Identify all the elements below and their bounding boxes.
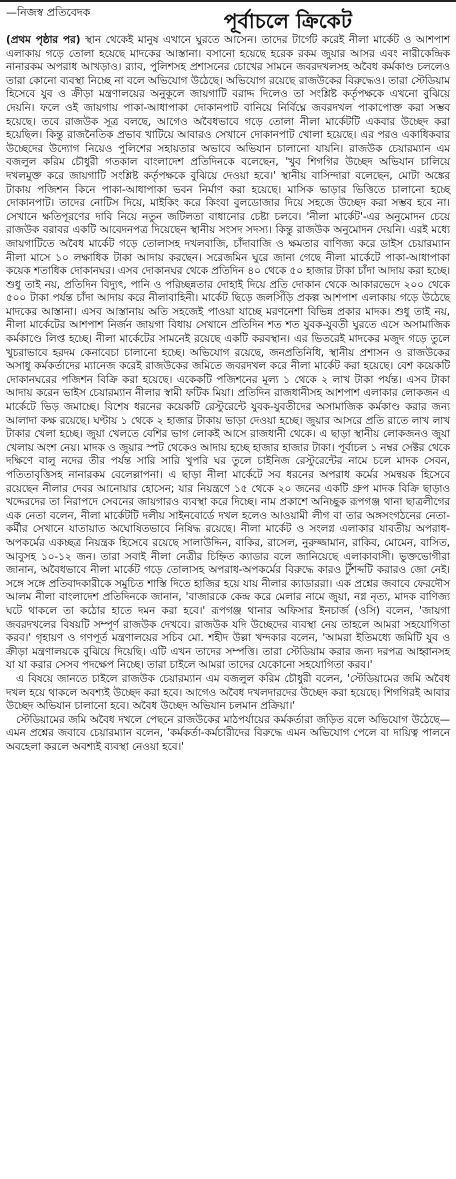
- top-divider: [0, 0, 456, 2]
- article-body: [6, 34, 450, 754]
- byline: —নিজস্ব প্রতিবেদক: [6, 6, 91, 19]
- paragraph-3: স্টেডিয়ামের জমি অবৈধ দখলে পেছনে রাজউকের মাঠপর্যায়ের কর্মকর্তারা জড়িত বলে অভিযোগ উঠেছে— এমন প্রশ্নের জবাবে চেয়ারম্যান বলেন, 'কর্মকর্তা-কর্মচারীদের বিরুদ্ধে এমন অভিযোগ পেলে বা দায়িত্ব পালনে অবহেলা করলে অবশ্যই ব্যবস্থা নেওয়া হবে।': [6, 713, 450, 753]
- headline: পূর্বাচলে ক্রিকেট: [223, 9, 353, 33]
- article-header: [6, 4, 450, 34]
- continuation-tag: (প্রথম পৃষ্ঠার পর): [6, 34, 81, 46]
- paragraph-1-text: স্থান থেকেই মানুষ এখানে ঘুরতে আসেন। তাদের টার্গেট করেই নীলা মার্কেট ও আশপাশ এলাকায় গড়ে তোলা হয়েছে মাদকের আস্তানা। বসানো হয়েছে হরেক রকম জুয়ার আসর এবং নারীকেন্দ্রিক নানারকম অপরাধ আখড়াও। র‍্যাব, পুলিশসহ প্রশাসনের চোখের সামনে জবরদখলসহ অবৈধ কর্মকাণ্ড চললেও তারা কোনো ব্যবস্থা নিচ্ছে না বলে অভিযোগ উঠেছে। অভিযোগ রয়েছে রাজউকের বিরুদ্ধেও। তারা স্টেডিয়াম হিসেবে যুব ও ক্রীড়া মন্ত্রণালয়ের অনুকূলে জায়গাটি বরাদ্দ দিলেও তা সংশ্লিষ্ট কর্তৃপক্ষকে এখনো বুঝিয়ে দেয়নি। ফলে ওই জায়গায় পাকা-আধাপাকা দোকানপাট বানিয়ে নির্বিঘ্নে জবরদখল পাকাপোক্ত করা সম্ভব হয়েছে। তবে রাজউক সূত্র বলছে, আগেও অবৈধভাবে গড়ে তোলা নীলা মার্কেটটি একবার উচ্ছেদ করা হয়েছিল। কিন্তু রাজনৈতিক প্রভাব খাটিয়ে আবারও সেখানে দোকানপাট খোলা হয়েছে। এর পরও একাধিকবার উচ্ছেদের উদ্যোগ নিয়েও পুলিশের সহায়তার অভাবে অভিযান চালানো যায়নি। রাজউক চেয়ারম্যান এম বজলুল করিম চৌধুরী গতকাল বাংলাদেশ প্রতিদিনকে বলেছেন, 'খুব শিগগির উচ্ছেদ অভিযান চালিয়ে দখলমুক্ত করে জায়গাটি সংশ্লিষ্ট কর্তৃপক্ষকে বুঝিয়ে দেওয়া হবে।' স্থানীয় বাসিন্দারা বলেছেন, মোটা অঙ্কের টাকায় পজিশন কিনে পাকা-আধাপাকা ভবন নির্মাণ করা হয়েছে। মাসিক ভাড়ার ভিত্তিতে চালানো হচ্ছে দোকানপাট। তাদের নোটিস দিয়ে, মাইকিং করে কিংবা বুলডোজার দিয়ে সহজে উচ্ছেদ করা সম্ভব হবে না। সেখানে ক্ষতিপূরণের দাবি নিয়ে নতুন জটিলতা বাধানোর চেষ্টা চলবে। 'নীলা মার্কেট'-এর অনুমোদন চেয়ে রাজউক বরাবর একটি আবেদনপত্র দিয়েছেন স্থানীয় সংসদ সদস্য। কিন্তু রাজউক অনুমোদন দেয়নি। এরই মধ্যে জায়গাটিতে অবৈধ মার্কেট গড়ে তোলাসহ দখলবাজি, চাঁদাবাজি ও ক্ষমতার বাণিজ্য করে ডাইস চেয়ারম্যান নীলা মাসে ১০ লক্ষাধিক টাকা আদায় করছেন। সরেজমিন ঘুরে জানা গেছে নীলা মার্কেটে পাকা-আধাপাকা কয়েক শতাধিক দোকানঘর। এসব দোকানঘর থেকে প্রতিদিন ৪০ থেকে ৫০ হাজার টাকা চাঁদা আদায় করা হচ্ছে। শুধু তাই নয়, প্রতিদিন বিদ্যুৎ, পানি ও পরিচ্ছন্নতার দোহাই দিয়ে প্রতি দোকান থেকে আকারভেদে ২০০ থেকে ৫০০ টাকা পর্যন্ত চাঁদা আদায় করে নীলাবাহিনী। মার্কেট ছিড়ে জলসিঁড়ি প্রকল্প আশপাশ এলাকায় গড়ে উঠেছে মাদকের আস্তানা। এসব আস্তানায় অতি সহজেই পাওয়া যাচ্ছে মরণনেশা বিভিন্ন প্রকার মাদক। শুধু তাই নয়, নীলা মার্কেটের আশপাশ নির্জন জায়গা বিধায় সেখানে প্রতিদিন শত শত যুবক-যুবতী ঘুরতে এসে অসামাজিক কর্মকাণ্ডে লিপ্ত হচ্ছে। নীলা মার্কেটের সামনেই রয়েছে একটি করবস্থান। এর ভিতরেই মাদকের মজুদ গড়ে তুলে খুচরাভাবে হরদম কেনাবেচা চালানো হচ্ছে। অভিযোগ রয়েছে, জনপ্রতিনিধি, স্থানীয় প্রশাসন ও রাজউকের অসাধু কর্মকর্তাদের ম্যানেজ করেই রাজউকের জমিতে জবরদখল করে নীলা মার্কেট করা হয়েছে। বেশ কয়েকটি দোকানঘরের পজিশন বিক্রি করা হয়েছে। একেকটি পজিশনের মূল্য ১ থেকে ২ লাখ টাকা পর্যন্ত। এসব টাকা আদায় করেন ভাইস চেয়ারম্যান নীলার স্বামী ফটিক মিয়া। প্রতিদিন রাজধানীসহ আশপাশ এলাকার লোকজন এ মার্কেটে ভিড় জমাচ্ছে। বিশেষ ধরনের কয়েকটি রেস্টুরেন্টে যুবক-যুবতীদের অসামাজিক কর্মকাণ্ড করার জন্য আলাদা কক্ষ রয়েছে। ঘণ্টায় ১ থেকে ২ হাজার টাকায় ভাড়া দেওয়া হচ্ছে। জুয়ার আসরে প্রতি রাতে লাখ লাখ টাকার খেলা হচ্ছে। জুয়া খেলতে বেশির ভাগ লোকই আসে রাজধানী থেকে। এ ছাড়া স্থানীয় লোকজনও জুয়া খেলায় অংশ নেয়। মাদক ও জুয়ার স্পট থেকেও আদায় হচ্ছে হাজার হাজার টাকা। পূর্বাচল ১ নম্বর সেক্টর থেকে দক্ষিণে বালু নদের তীর পর্যন্ত সারি সারি খুপরি ঘর তুলে চাইনিজ রেস্টুরেন্টের নামে চলে মাদক সেবন, পতিতাবৃত্তিসহ নানারকম বেলেল্লাপনা। এ ছাড়া নীলা মার্কেটে সব ধরনের অপরাধ কর্মের সমন্বয়ক হিসেবে রয়েছেন নীলার দেবর আনোয়ার হোসেন; যার নিয়ন্ত্রণে ১৫ থেকে ২০ জনের একটি গ্রুপ মাদক বিক্রি ছাড়াও খদ্দেরদের তা নিরাপদে সেবনের জায়গারও ব্যবস্থা করে দিচ্ছে। নাম প্রকাশে অনিচ্ছুক রূপগঞ্জ থানা ছাত্রলীগের এক নেতা বলেন, নীলা মার্কেটটি দলীয় সাইনবোর্ডে দখল হলেও আওয়ামী লীগ বা তার অঙ্গসংগঠনের নেতা-কর্মীর সেখানে যাতায়াত অঘোষিতভাবে নিষিদ্ধ রয়েছে। নীলা মার্কেট ও সংলগ্ন এলাকার যাবতীয় অপরাধ-অপকর্মের একচ্ছত্র নিয়ন্ত্রক হিসেবে রয়েছে সালাউদ্দিন, বাকির, রাসেল, নুরুজ্জামান, রাকিব, মোমেন, বাসিত, আবুসহ ১০-১২ জন। তারা সবাই নীলা নেত্রীর চিহ্নিত ক্যাডার বলে জানিয়েছে এলাকাবাসী। ভুক্তভোগীরা জানান, অবৈধভাবে নীলা মার্কেট গড়ে তোলাসহ অপরাধ-অপকর্মের বিরুদ্ধে কারও টুঁশব্দটি করারও জো নেই। সঙ্গে সঙ্গে প্রতিবাদকারীকে সমুচিত শাস্তি দিতে হাজির হয়ে যায় নীলার ক্যাডাররা। এক প্রশ্নের জবাবে ফেরদৌস আলম নীলা বাংলাদেশ প্রতিদিনকে জানান, 'বাজারকে কেন্দ্র করে মেলার নামে জুয়া, নগ্ন নৃত্য, মাদক বাণিজ্য ঘটে থাকলে তা কঠোর হাতে দমন করা হবে।' রূপগঞ্জ থানার অফিসার ইনচার্জ (ওসি) বলেন, 'জায়গা জবরদখলের বিষয়টি সম্পূর্ণ রাজউক দেখবে। রাজউক যদি উচ্ছেদের ব্যবস্থা নেয় তাহলে আমরা সহযোগিতা করব।' গৃহায়ণ ও গণপূর্ত মন্ত্রণালয়ের সচিব মো. শহীদ উল্লা খন্দকার বলেন, 'আমরা ইতিমধ্যে জমিটি যুব ও ক্রীড়া মন্ত্রণালয়কে বুঝিয়ে দিয়েছি। এটি এখন তাদের সম্পত্তি। তারা স্টেডিয়াম করার জন্য দরপত্র আহ্বানসহ যা যা করার সেসব পদক্ষেপ নিচ্ছে। তারা চাইলে আমরা তাদের যেকোনো সহযোগিতা করব।': [6, 34, 451, 672]
- paragraph-1: [6, 34, 450, 673]
- paragraph-2: এ বিষয়ে জানতে চাইলে রাজউক চেয়ারম্যান এম বজলুল করিম চৌধুরী বলেন, 'স্টেডিয়ামের জমি অবৈধ দখল হয়ে থাকলে অবশ্যই উচ্ছেদ করা হবে। আগেও অবৈধ দখলদারদের উচ্ছেদ করা হয়েছে। শিগগিরই আবার উচ্ছেদ অভিযান চালানো হবে। অবৈধ উচ্ছেদ অভিযান চলমান প্রক্রিয়া।': [6, 672, 450, 713]
